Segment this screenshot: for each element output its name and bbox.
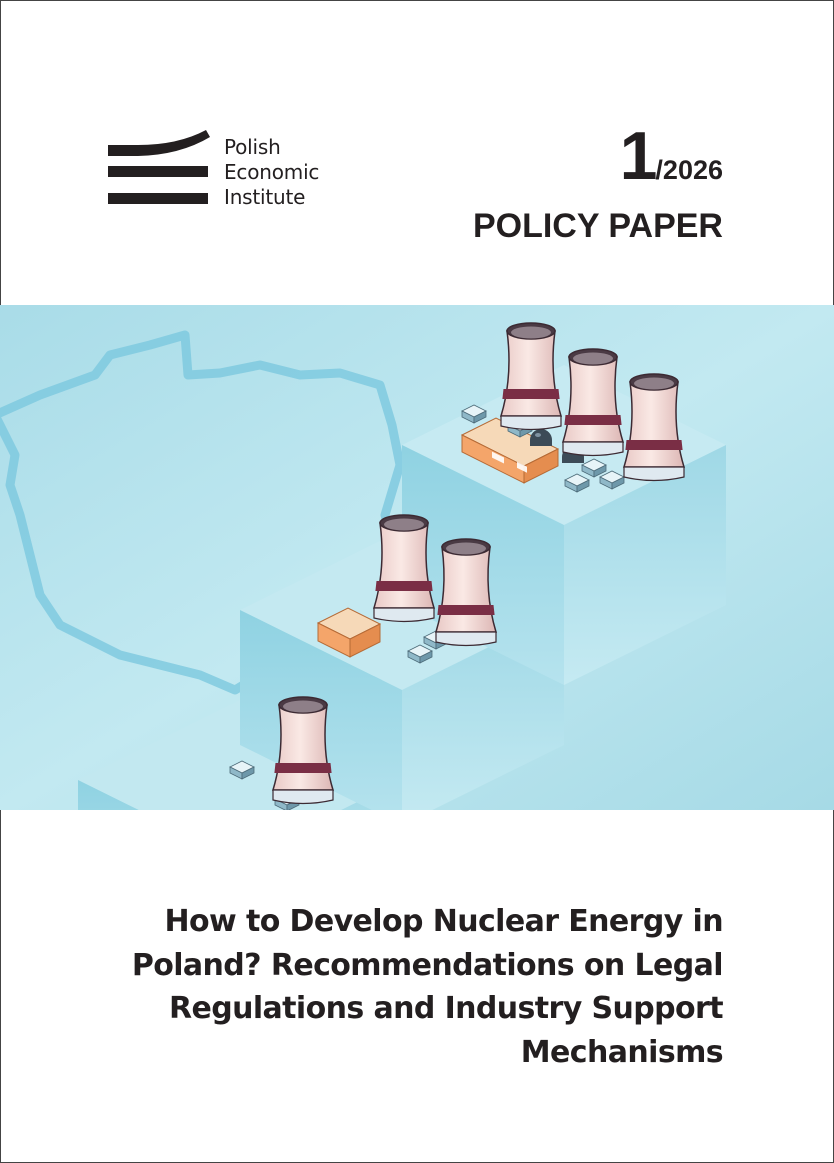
logo-text: [224, 135, 319, 210]
logo-line-2: Economic: [224, 160, 320, 184]
cover-illustration: [0, 305, 834, 810]
logo-mark-icon: [108, 128, 212, 208]
logo-line-1: Polish: [224, 135, 281, 159]
issue-number-value: 1: [619, 118, 656, 194]
issue-year: /2026: [655, 155, 723, 185]
publisher-logo: [108, 128, 368, 218]
series-label: POLICY PAPER: [472, 207, 723, 245]
logo-line-3: Institute: [224, 185, 306, 209]
issue-number: [619, 118, 723, 194]
paper-title: How to Develop Nuclear Energy in Poland? Recommendations on Legal Regulations and Industry Support Mechanisms: [131, 904, 723, 1070]
